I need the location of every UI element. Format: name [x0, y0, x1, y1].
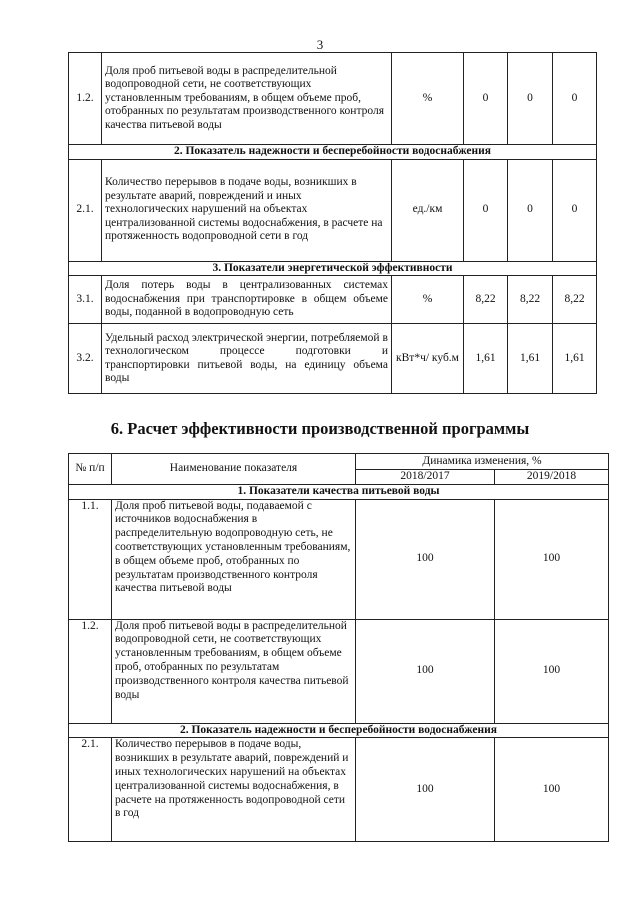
efficiency-table [68, 453, 609, 842]
section-row [69, 261, 597, 276]
value-cell: 100 [356, 738, 495, 842]
section-title: 1. Показатели качества питьевой воды [69, 484, 609, 499]
value-cell: 100 [495, 738, 609, 842]
indicator-name: Количество перерывов в подаче воды, возникших в результате аварий, повреждений и иных технологических нарушений на объектах централизованной системы водоснабжения, в расчете на протяженность водопроводной сети в год [102, 159, 392, 261]
section-heading: 6. Расчет эффективности производственной программы [110, 419, 530, 438]
row-number: 2.1. [69, 159, 102, 261]
value-cell: 0 [553, 159, 597, 261]
unit-cell: % [392, 53, 464, 145]
indicator-name: Доля потерь воды в централизованных системах водоснабжения при транспортировке в общем объеме воды, поданной в водопроводную сеть [102, 276, 392, 324]
header-row [69, 454, 609, 470]
value-cell: 100 [495, 619, 609, 723]
indicator-name: Удельный расход электрической энергии, потребляемой в технологическом процессе подготовки и транспортировки питьевой воды, на единицу объема воды [102, 324, 392, 394]
table-row [69, 499, 609, 619]
value-cell: 0 [508, 53, 553, 145]
value-cell: 8,22 [553, 276, 597, 324]
section-title: 2. Показатель надежности и бесперебойности водоснабжения [69, 723, 609, 738]
value-cell: 8,22 [508, 276, 553, 324]
value-cell: 0 [464, 53, 508, 145]
header-num: № п/п [69, 454, 112, 485]
value-cell: 0 [464, 159, 508, 261]
header-col1: 2018/2017 [356, 470, 495, 485]
row-number: 3.2. [69, 324, 102, 394]
indicator-name: Доля проб питьевой воды, подаваемой с источников водоснабжения в распределительную водопроводную сеть, не соответствующих установленным требованиям, в общем объеме проб, отобранных по результатам производственного контроля качества питьевой воды [112, 499, 356, 619]
unit-cell: кВт*ч/ куб.м [392, 324, 464, 394]
table-row [69, 324, 597, 394]
row-number: 1.2. [69, 53, 102, 145]
section-title: 2. Показатель надежности и бесперебойности водоснабжения [69, 145, 597, 160]
indicator-name: Количество перерывов в подаче воды, возникших в результате аварий, повреждений и иных технологических нарушений на объектах централизованной системы водоснабжения, в расчете на протяженность водопроводной сети в год [112, 738, 356, 842]
unit-cell: ед./км [392, 159, 464, 261]
table-row [69, 619, 609, 723]
indicator-name: Доля проб питьевой воды в распределительной водопроводной сети, не соответствующих установленным требованиям, в общем объеме проб, отобранных по результатам производственного контроля качества питьевой воды [102, 53, 392, 145]
row-number: 3.1. [69, 276, 102, 324]
header-col2: 2019/2018 [495, 470, 609, 485]
value-cell: 8,22 [464, 276, 508, 324]
value-cell: 1,61 [508, 324, 553, 394]
value-cell: 1,61 [553, 324, 597, 394]
table-row [69, 159, 597, 261]
unit-cell: % [392, 276, 464, 324]
row-number: 2.1. [69, 738, 112, 842]
section-row [69, 723, 609, 738]
value-cell: 1,61 [464, 324, 508, 394]
value-cell: 100 [356, 499, 495, 619]
value-cell: 100 [356, 619, 495, 723]
table-row [69, 738, 609, 842]
value-cell: 0 [508, 159, 553, 261]
page-number: 3 [316, 37, 324, 52]
section-title: 3. Показатели энергетической эффективности [69, 261, 597, 276]
table-row [69, 53, 597, 145]
value-cell: 0 [553, 53, 597, 145]
header-dynamics: Динамика изменения, % [356, 454, 609, 470]
header-name: Наименование показателя [112, 454, 356, 485]
section-row [69, 484, 609, 499]
section-row [69, 145, 597, 160]
table-row [69, 276, 597, 324]
row-number: 1.1. [69, 499, 112, 619]
indicator-name: Доля проб питьевой воды в распределительной водопроводной сети, не соответствующих установленным требованиям, в общем объеме проб, отобранных по результатам производственного контроля качества питьевой воды [112, 619, 356, 723]
value-cell: 100 [495, 499, 609, 619]
row-number: 1.2. [69, 619, 112, 723]
indicators-table [68, 52, 597, 394]
